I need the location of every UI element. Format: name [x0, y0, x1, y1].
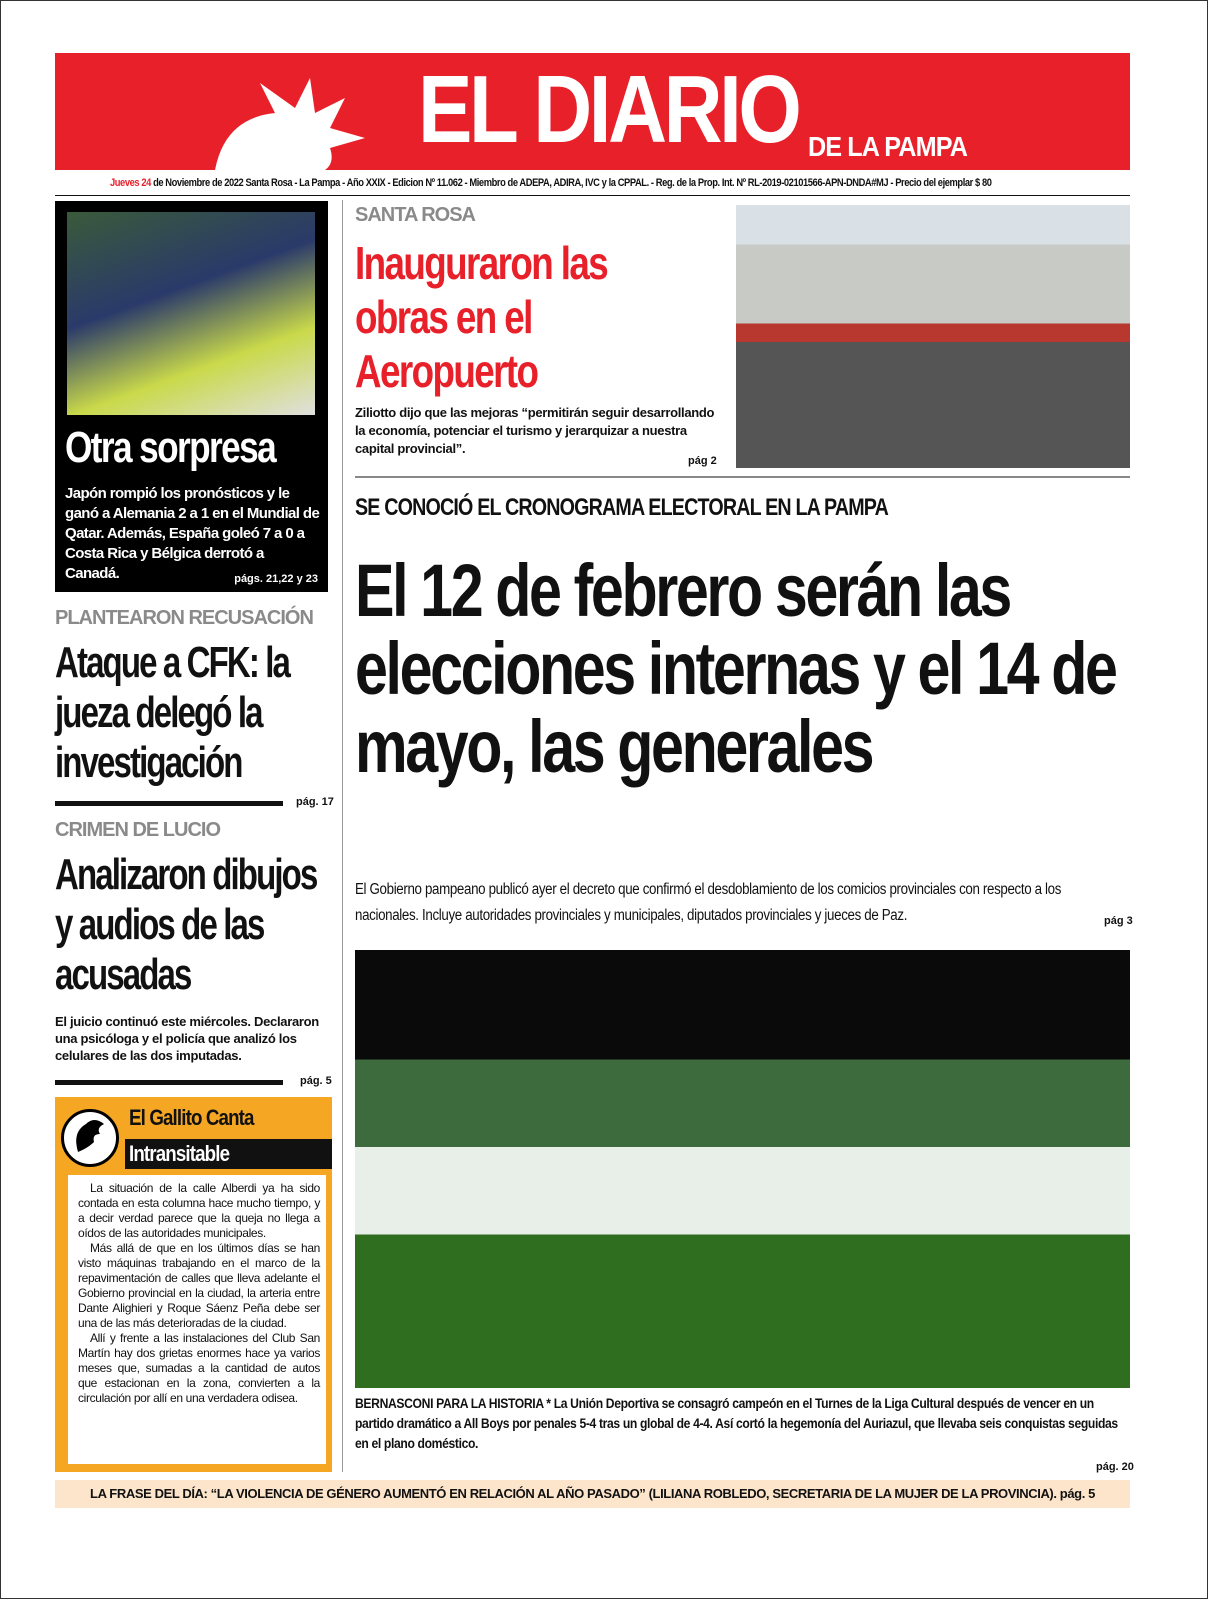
cfk-page[interactable]: pág. 17 [296, 796, 334, 808]
cfk-headline[interactable]: Ataque a CFK: la jueza delegó la investigación [55, 638, 290, 787]
sports-headline: Otra sorpresa [65, 423, 276, 472]
sports-body: Japón rompió los pronósticos y le ganó a Alemania 2 a 1 en el Mundial de Qatar. Además, España goleó 7 a 0 a Costa Rica y Bélgica derrotó a Canadá. [65, 485, 320, 582]
gallito-paragraph: Más allá de que en los últimos días se han visto máquinas trabajando en el marco de la repavimentación de calles que lleva adelante el Gobierno provincial en la ciudad, la arteria entre Dante Alighieri y Roque Sáenz Peña debe ser una de las más deterioradas de la ciudad. [78, 1241, 320, 1330]
lucio-page[interactable]: pág. 5 [300, 1075, 332, 1087]
gallito-title: Intransitable [129, 1141, 230, 1166]
football-caption-text: La Unión Deportiva se consagró campeón en el Turnes de la Liga Cultural después de vencer en un partido dramático a All Boys por penales 5-4 tras un global de 4-4. Así cortó la hegemonía del Auriazul, que llevaba seis conquistas seguidas en el plano doméstico. [355, 1396, 1118, 1451]
airport-body: Ziliotto dijo que las mejoras “permitirán seguir desarrollando la economía, potenciar el turismo y jerarquizar a nuestra capital provincial”. [355, 405, 715, 456]
cfk-kicker: PLANTEARON RECUSACIÓN [55, 607, 313, 629]
masthead-subtitle: DE LA PAMPA [808, 131, 968, 162]
gallito-paragraph: La situación de la calle Alberdi ya ha sido contada en esta columna hace mucho tiempo, y a decir verdad parece que la queja no llega a oídos de las autoridades municipales. [78, 1181, 320, 1240]
rule [55, 801, 283, 806]
dateline [110, 177, 992, 189]
dateline-info: de Noviembre de 2022 Santa Rosa - La Pampa - Año XXIX - Edicion Nº 11.062 - Miembro de ADEPA, ADIRA, IVC y la CPPAL. - Reg. de la Prop. Int. Nº RL-2019-02101566-APN-DNDA#MJ - Precio del ejemplar $ 80 [150, 177, 992, 189]
gallito-box [55, 1097, 332, 1472]
sun-logo-icon [215, 78, 365, 170]
column-divider [342, 200, 343, 1472]
main-body: El Gobierno pampeano publicó ayer el decreto que confirmó el desdoblamiento de los comicios provinciales con respecto a los nacionales. Incluye autoridades provinciales y municipales, diputados provinciales y jueces de Paz. [355, 881, 1062, 924]
gallito-paragraph: Allí y frente a las instalaciones del Club San Martín hay dos grietas enormes hace ya varios meses que, sumadas a la cantidad de autos que estacionan en la zona, convierten a la circulación por allí en una verdadera odisea. [78, 1331, 320, 1405]
lucio-kicker: CRIMEN DE LUCIO [55, 819, 220, 841]
lucio-body: El juicio continuó este miércoles. Declararon una psicóloga y el policía que analizó los celulares de las dos imputadas. [55, 1014, 319, 1063]
divider [355, 476, 1130, 478]
football-page[interactable]: pág. 20 [1096, 1461, 1134, 1473]
rooster-icon [61, 1109, 119, 1167]
rule [55, 1080, 283, 1085]
divider [55, 195, 1130, 196]
main-page[interactable]: pág 3 [1104, 915, 1133, 927]
gallito-section: El Gallito Canta [129, 1105, 254, 1130]
gallito-body [68, 1175, 326, 1464]
world-cup-photo [67, 212, 315, 415]
main-kicker: SE CONOCIÓ EL CRONOGRAMA ELECTORAL EN LA PAMPA [355, 494, 889, 521]
lucio-headline[interactable]: Analizaron dibujos y audios de las acusadas [55, 850, 317, 999]
airport-photo [736, 205, 1130, 468]
main-headline[interactable]: El 12 de febrero serán las elecciones internas y el 14 de mayo, las generales [355, 549, 1116, 788]
airport-headline[interactable]: Inauguraron las obras en el Aeropuerto [355, 237, 608, 397]
quote-of-the-day: LA FRASE DEL DÍA: “LA VIOLENCIA DE GÉNERO AUMENTÓ EN RELACIÓN AL AÑO PASADO” (LILIANA ROBLEDO, SECRETARIA DE LA MUJER DE LA PROVINCIA). pág. 5 [55, 1480, 1130, 1508]
sports-box [55, 201, 328, 592]
football-caption-lead: BERNASCONI PARA LA HISTORIA * [355, 1396, 554, 1411]
football-champions-photo [355, 950, 1130, 1388]
airport-kicker: SANTA ROSA [355, 204, 475, 226]
airport-page[interactable]: pág 2 [688, 455, 717, 467]
sports-page[interactable]: págs. 21,22 y 23 [234, 573, 318, 585]
football-caption [355, 1394, 1134, 1454]
dateline-day: Jueves 24 [110, 177, 151, 189]
masthead-title: EL DIARIO [418, 56, 799, 163]
